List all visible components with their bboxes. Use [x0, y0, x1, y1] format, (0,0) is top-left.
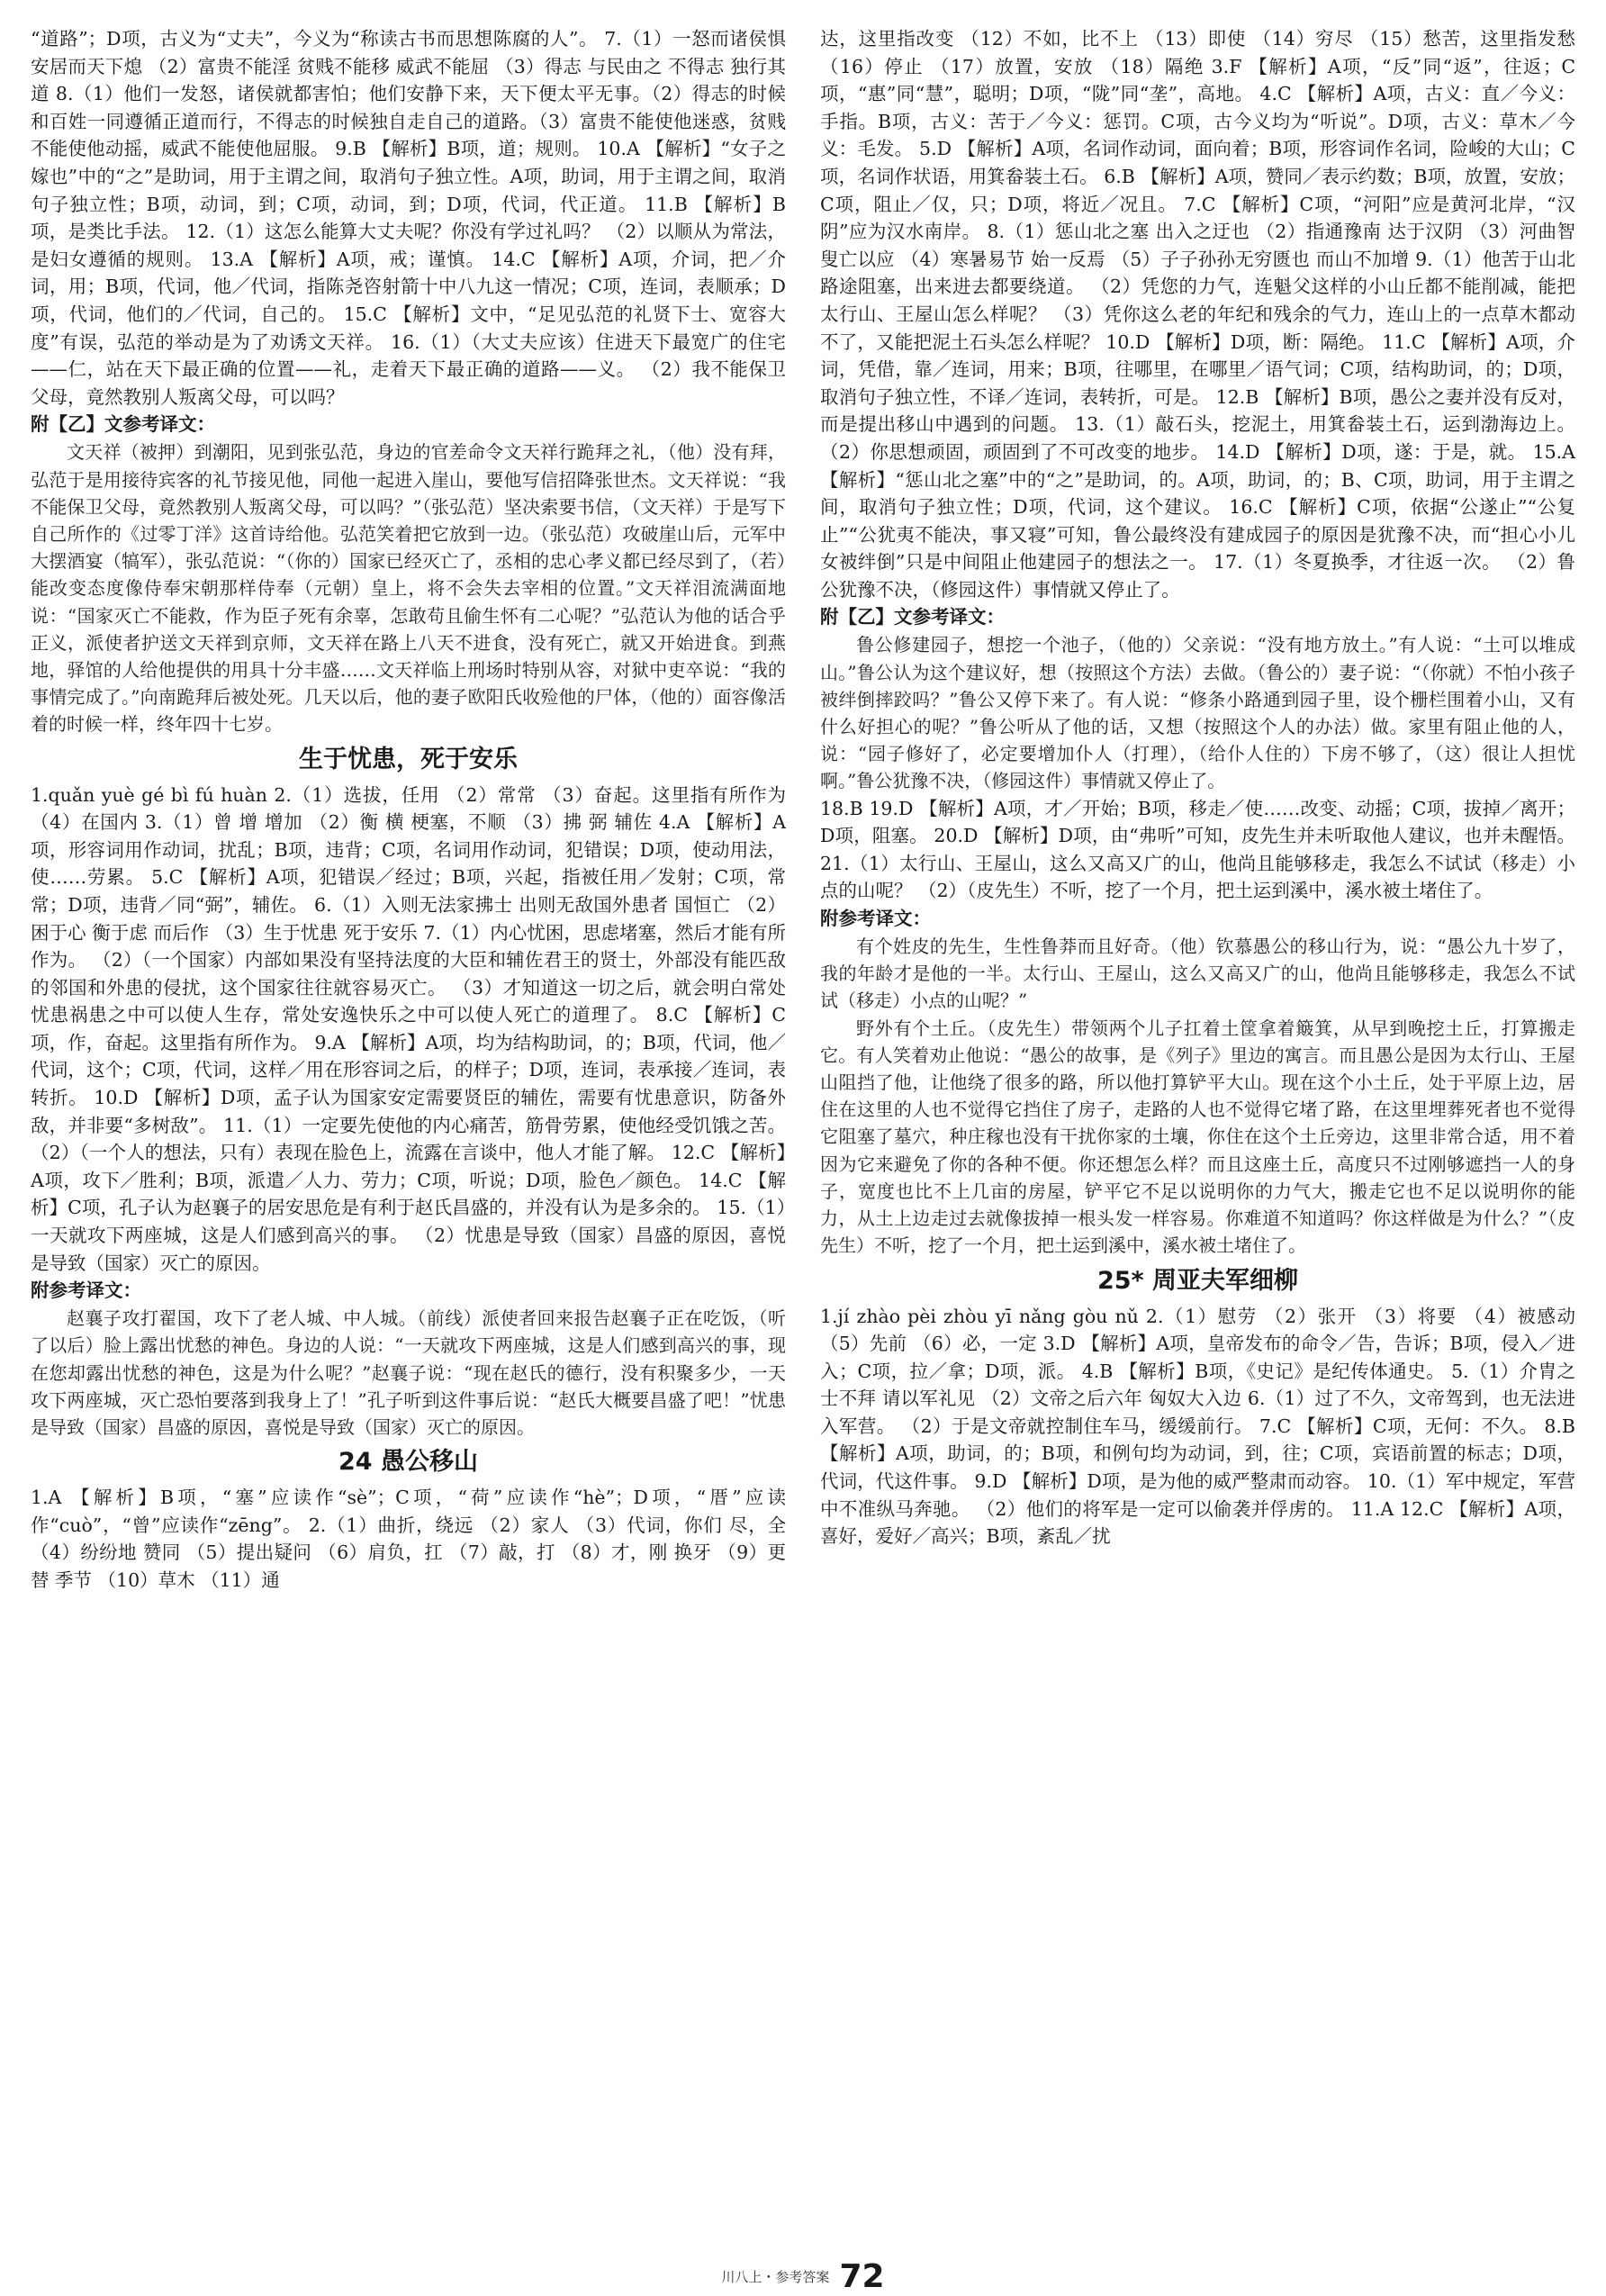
- page-footer: [0, 2258, 1606, 2295]
- answer-block: 18.B 19.D 【解析】A项，才／开始；B项，移走／使……改变、动摇；C项，拔掉／离开；D项，阻塞。 20.D 【解析】D项，由“弗听”可知，皮先生并未听取他人建议，也并未醒悟。 21.（1）太行山、王屋山，这么又高又广的山，他尚且能够移走，我怎么不试试（移走）小点的山呢？ （2）（皮先生）不听，挖了一个月，把土运到溪中，溪水被土堵住了。: [820, 797, 1575, 902]
- page-number: 72: [839, 2258, 885, 2295]
- answer-block: “道路”；D项，古义为“丈夫”，今义为“称读古书而思想陈腐的人”。 7.（1）一怒而诸侯惧 安居而天下熄 （2）富贵不能淫 贫贱不能移 威武不能屈 （3）得志 与民由之 不得志 独行其道 8.（1）他们一发怒，诸侯就都害怕；他们安静下来，天下便太平无事。（2）得志的时候和百姓一同遵循正道而行，不得志的时候独自走自己的道路。（3）富贵不能使他迷惑，贫贱不能使他动摇，威武不能使他屈服。 9.B 【解析】B项，道；规则。 10.A 【解析】“女子之嫁也”中的“之”是助词，用于主谓之间，取消句子独立性。A项，助词，用于主谓之间，取消句子独立性；B项，动词，到；C项，动词，到；D项，代词，代正道。 11.B 【解析】B项，是类比手法。 12.（1）这怎么能算大丈夫呢？你没有学过礼吗？ （2）以顺从为常法，是妇女遵循的规则。 13.A 【解析】A项，戒；谨慎。 14.C 【解析】A项，介词，把／介词，用；B项，代词，他／代词，指陈尧咨射箭十中八九这一情况；C项，连词，表顺承；D项，代词，他们的／代词，自己的。 15.C 【解析】文中，“足见弘范的礼贤下士、宽容大度”有误，弘范的举动是为了劝诱文天祥。 16.（1）（大丈夫应该）住进天下最宽广的住宅——仁，站在天下最正确的位置——礼，走着天下最正确的道路——义。 （2）我不能保卫父母，竟然教别人叛离父母，可以吗？: [31, 28, 786, 408]
- answer-block: 达，这里指改变 （12）不如，比不上 （13）即使 （14）穷尽 （15）愁苦，这里指发愁 （16）停止 （17）放置，安放 （18）隔绝 3.F 【解析】A项，“反”同“返”，往返；C项，“惠”同“慧”，聪明；D项，“陇”同“垄”，高地。 4.C 【解析】A项，古义：直／今义：手指。B项，古义：苦于／今义：惩罚。C项，古今义均为“听说”。D项，古义：草木／今义：毛发。 5.D 【解析】A项，名词作动词，面向着；B项，形容词作名词，险峻的大山；C项，名词作状语，用箕畚装土石。 6.B 【解析】A项，赞同／表示约数；B项，放置，安放；C项，阻止／仅，只；D项，将近／况且。 7.C 【解析】C项，“河阳”应是黄河北岸，“汉阴”应为汉水南岸。 8.（1）惩山北之塞 出入之迂也 （2）指通豫南 达于汉阴 （3）河曲智叟亡以应 （4）寒暑易节 始一反焉 （5）子子孙孙无穷匮也 而山不加增 9.（1）他苦于山北路途阻塞，出来进去都要绕道。 （2）凭您的力气，连魁父这样的小山丘都不能削减，能把太行山、王屋山怎么样呢？ （3）凭你这么老的年纪和残余的气力，连山上的一点草木都动不了，又能把泥土石头怎么样呢？ 10.D 【解析】D项，断：隔绝。 11.C 【解析】A项，介词，凭借，靠／连词，用来；B项，往哪里，在哪里／语气词；C项，结构助词，的；D项，取消句子独立性，不译／连词，表转折，可是。 12.B 【解析】B项，愚公之妻并没有反对，而是提出移山中遇到的问题。 13.（1）敲石头，挖泥土，用箕畚装土石，运到渤海边上。 （2）你思想顽固，顽固到了不可改变的地步。 14.D 【解析】D项，遂：于是，就。 15.A 【解析】“惩山北之塞”中的“之”是助词，的。A项，助词，的；B、C项，助词，用于主谓之间，取消句子独立性；D项，代词，这个建议。 16.C 【解析】C项，依据“公遂止”“公复止”“公犹夷不能决，事又寝”可知，鲁公最终没有建成园子的原因是犹豫不决，而“担心小儿女被绊倒”只是中间阻止他建园子的想法之一。 17.（1）冬夏换季，才往返一次。 （2）鲁公犹豫不决，（修园这件）事情就又停止了。: [820, 28, 1575, 601]
- answer-page: [31, 25, 1575, 2249]
- translation-heading: 附【乙】文参考译文：: [820, 606, 1005, 628]
- footer-label: 川八上・参考答案: [721, 2269, 830, 2285]
- translation-text: 野外有个土丘。（皮先生）带领两个儿子扛着土筐拿着簸箕，从早到晚挖土丘，打算搬走它。有人笑着劝止他说：“愚公的故事，是《列子》里边的寓言。而且愚公是因为太行山、王屋山阻挡了他，让他绕了很多的路，所以他打算铲平大山。现在这个小土丘，处于平原上边，居住在这里的人也不觉得它挡住了房子，走路的人也不觉得它堵了路，在这里埋葬死者也不觉得它阻塞了墓穴，种庄稼也没有干扰你家的土壤，你住在这个土丘旁边，这里非常合适，用不着因为它来避免了你的各种不便。你还想怎么样？而且这座土丘，高度只不过刚够遮挡一人的身子，宽度也比不上几亩的房屋，铲平它不足以说明你的力气大，搬走它也不足以说明你的能力，从土上边走过去就像拔掉一根头发一样容易。你难道不知道吗？你这样做是为什么？”（皮先生）不听，挖了一个月，把土运到溪中，溪水被土堵住了。: [820, 1017, 1575, 1257]
- translation-text: 赵襄子攻打翟国，攻下了老人城、中人城。（前线）派使者回来报告赵襄子正在吃饭，（听了以后）脸上露出忧愁的神色。身边的人说：“一天就攻下两座城，这是人们感到高兴的事，现在您却露出忧愁的神色，这是为什么呢？”赵襄子说：“现在赵氏的德行，没有积聚多少，一天攻下两座城，灭亡恐怕要落到我身上了！”孔子听到这件事后说：“赵氏大概要昌盛了吧！”忧患是导致（国家）昌盛的原因，喜悦是导致（国家）灭亡的原因。: [31, 1307, 786, 1439]
- translation-text: 文天祥（被押）到潮阳，见到张弘范，身边的官差命令文天祥行跪拜之礼，（他）没有拜，弘范于是用接待宾客的礼节接见他，同他一起进入崖山，要他写信招降张世杰。文天祥说：“我不能保卫父母，竟然教别人叛离父母，可以吗？”（张弘范）坚决索要书信，（文天祥）于是写下自己所作的《过零丁洋》这首诗给他。弘范笑着把它放到一边。（张弘范）攻破崖山后，元军中大摆酒宴（犒军），张弘范说：“（你的）国家已经灭亡了，丞相的忠心孝义都已经尽到了，（若）能改变态度像侍奉宋朝那样侍奉（元朝）皇上，将不会失去宰相的位置。”文天祥泪流满面地说：“国家灭亡不能救，作为臣子死有余辜，怎敢苟且偷生怀有二心呢？”弘范认为他的话合乎正义，派使者护送文天祥到京师，文天祥在路上八天不进食，没有死亡，就又开始进食。到燕地，驿馆的人给他提供的用具十分丰盛……文天祥临上刑场时特别从容，对狱中吏卒说：“我的事情完成了。”向南跪拜后被处死。几天以后，他的妻子欧阳氏收殓他的尸体，（他的）面容像活着的时候一样，终年四十七岁。: [31, 441, 786, 736]
- answer-block: 1.quǎn yuè gé bì fú huàn 2.（1）选拔，任用 （2）常常 （3）奋起。这里指有所作为 （4）在国内 3.（1）曾 增 增加 （2）衡 横 梗塞，不顺 （3）拂 弼 辅佐 4.A 【解析】A项，形容词用作动词，扰乱；B项，违背；C项，名词用作动词，犯错误；D项，使动用法，使……劳累。 5.C 【解析】A项，犯错误／经过；B项，兴起，指被任用／发射；C项，常常；D项，违背／同“弼”，辅佐。 6.（1）入则无法家拂士 出则无敌国外患者 国恒亡 （2）困于心 衡于虑 而后作 （3）生于忧患 死于安乐 7.（1）内心忧困，思虑堵塞，然后才能有所作为。 （2）（一个国家）内部如果没有坚持法度的大臣和辅佐君王的贤士，外部没有能匹敌的邻国和外患的侵扰，这个国家往往就容易灭亡。 （3）才知道这一切之后，就会明白常处忧患祸患之中可以使人生存，常处安逸快乐之中可以使人死亡的道理了。 8.C 【解析】C项，作，奋起。这里指有所作为。 9.A 【解析】A项，均为结构助词，的；B项，代词，他／代词，这个；C项，代词，这样／用在形容词之后，的样子；D项，连词，表承接／连词，表转折。 10.D 【解析】D项，孟子认为国家安定需要贤臣的辅佐，需要有忧患意识，防备外敌，并非要“多树敌”。 11.（1）一定要先使他的内心痛苦，筋骨劳累，使他经受饥饿之苦。 （2）（一个人的想法，只有）表现在脸色上，流露在言谈中，他人才能了解。 12.C 【解析】A项，攻下／胜利；B项，派遣／人力、劳力；C项，听说；D项，脸色／颜色。 14.C 【解析】C项，孔子认为赵襄子的居安思危是有利于赵氏昌盛的，并没有认为是多余的。 15.（1）一天就攻下两座城，这是人们感到高兴的事。 （2）忧患是导致（国家）昌盛的原因，喜悦是导致（国家）灭亡的原因。: [31, 783, 786, 1274]
- answer-block: 1.A 【解析】B项，“塞”应读作“sè”；C项，“荷”应读作“hè”；D项，“厝”应读作“cuò”，“曾”应读作“zēng”。 2.（1）曲折，绕远 （2）家人 （3）代词，你们 尽，全 （4）纷纷地 赞同 （5）提出疑问 （6）肩负，扛 （7）敲，打 （8）才，刚 换牙 （9）更替 季节 （10）草木 （11）通: [31, 1487, 786, 1592]
- translation-heading: 附【乙】文参考译文：: [31, 413, 215, 436]
- right-column: [820, 25, 1575, 2249]
- translation-heading: 附参考译文：: [31, 1279, 141, 1302]
- translation-text: 鲁公修建园子，想挖一个池子，（他的）父亲说：“没有地方放土。”有人说：“土可以堆成山。”鲁公认为这个建议好，想（按照这个方法）去做。（鲁公的）妻子说：“（你就）不怕小孩子被绊倒摔跤吗？”鲁公又停下来了。有人说：“修条小路通到园子里，设个栅栏围着小山，又有什么好担心的呢？”鲁公听从了他的话，又想（按照这个人的办法）做。家里有阻止他的人，说：“园子修好了，必定要增加仆人（打理），（给仆人住的）下房不够了，（这）很让人担忧啊。”鲁公犹豫不决，（修园这件）事情就又停止了。: [820, 634, 1575, 792]
- section-title: 生于忧患，死于安乐: [299, 745, 518, 773]
- translation-heading: 附参考译文：: [820, 908, 931, 930]
- section-title: 24 愚公移山: [338, 1448, 478, 1477]
- left-column: [31, 25, 786, 2249]
- answer-block: 1.jí zhào pèi zhòu yī nǎng gòu nǔ 2.（1）慰劳 （2）张开 （3）将要 （4）被感动 （5）先前 （6）必，一定 3.D 【解析】A项，皇帝发布的命令／告，告诉；B项，侵入／进入；C项，拉／拿；D项，派。 4.B 【解析】B项，《史记》是纪传体通史。 5.（1）介胄之士不拜 请以军礼见 （2）文帝之后六年 匈奴大入边 6.（1）过了不久，文帝驾到，也无法进入军营。 （2）于是文帝就控制住车马，缓缓前行。 7.C 【解析】C项，无何：不久。 8.B 【解析】A项，助词，的；B项，和例句均为动词，到，往；C项，宾语前置的标志；D项，代词，代这件事。 9.D 【解析】D项，是为他的威严整肃而动容。 10.（1）军中规定，军营中不准纵马奔驰。 （2）他们的将军是一定可以偷袭并俘虏的。 11.A 12.C 【解析】A项，喜好，爱好／高兴；B项，紊乱／扰: [820, 1305, 1575, 1548]
- section-title: 25* 周亚夫军细柳: [1096, 1266, 1299, 1295]
- translation-text: 有个姓皮的先生，生性鲁莽而且好奇。（他）钦慕愚公的移山行为，说：“愚公九十岁了，我的年龄才是他的一半。太行山、王屋山，这么又高又广的山，他尚且能够移走，我怎么不试试（移走）小点的山呢？”: [820, 936, 1575, 1012]
